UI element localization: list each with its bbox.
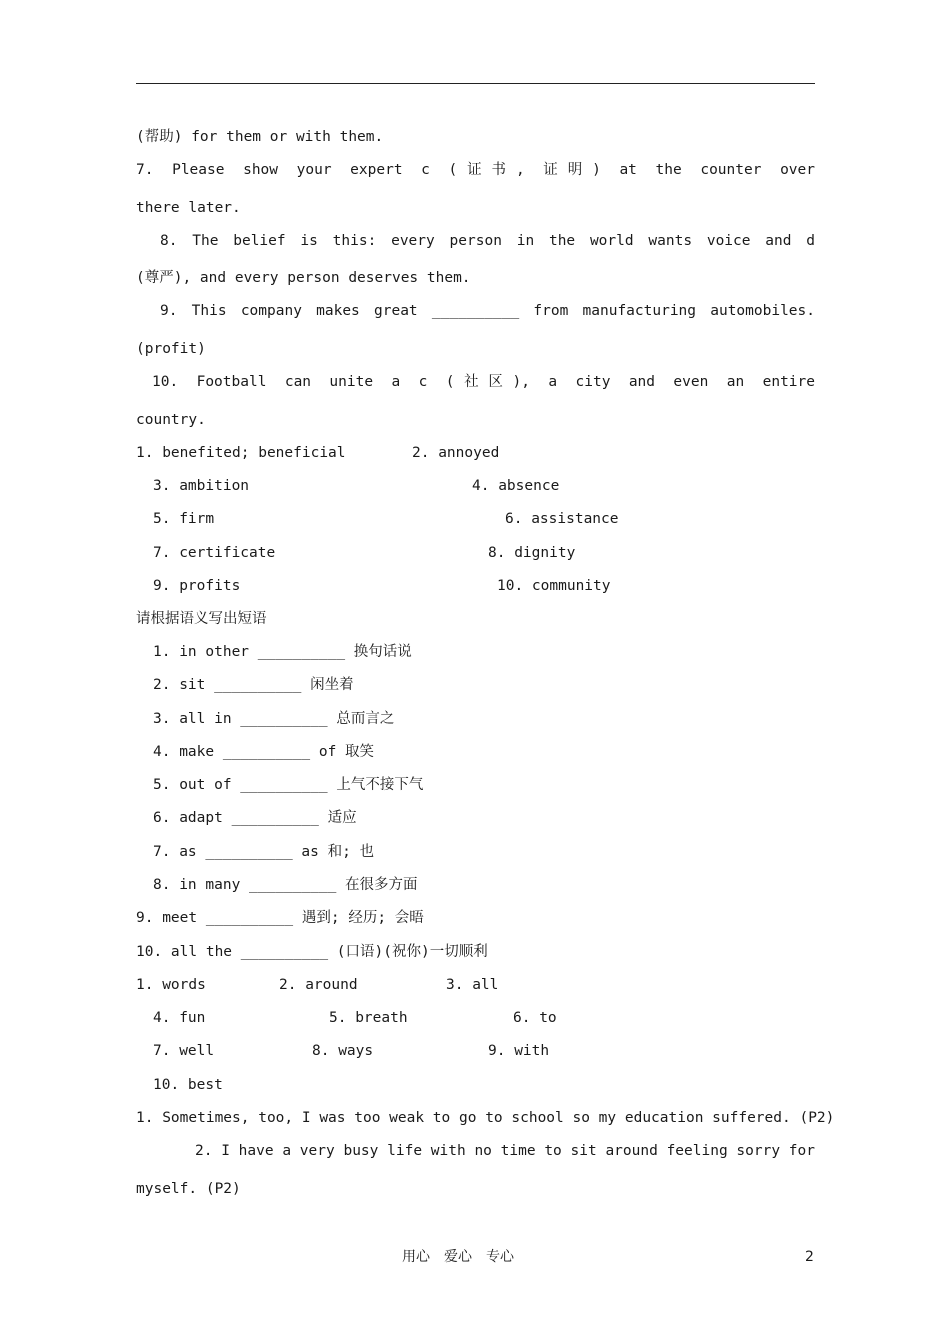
- q10-line1: 10. Football can unite a c (社区), a city and even an entire: [152, 374, 815, 390]
- answer-a-10: 10. community: [497, 578, 611, 594]
- answer-b-3: 3. all: [446, 977, 499, 993]
- phrase-item-4: 4. make __________ of 取笑: [153, 744, 375, 760]
- q7-line2: there later.: [136, 200, 241, 216]
- answer-a-6: 6. assistance: [505, 511, 619, 527]
- q8-line2: (尊严), and every person deserves them.: [136, 270, 471, 286]
- sentence-1: 1. Sometimes, too, I was too weak to go to school so my education suffered. (P2): [136, 1110, 835, 1126]
- answer-b-9: 9. with: [488, 1043, 550, 1059]
- phrase-item-3: 3. all in __________ 总而言之: [153, 711, 395, 727]
- answer-b-1: 1. words: [136, 977, 206, 993]
- answer-a-2: 2. annoyed: [412, 445, 500, 461]
- section-heading: 请根据语义写出短语: [136, 611, 267, 627]
- answer-b-2: 2. around: [279, 977, 358, 993]
- phrase-item-5: 5. out of __________ 上气不接下气: [153, 777, 424, 793]
- q8-line1: 8. The belief is this: every person in the world wants voice and d: [160, 233, 815, 249]
- answer-b-10: 10. best: [153, 1077, 223, 1093]
- q9-line1: 9. This company makes great __________ from manufacturing automobiles.: [160, 303, 815, 319]
- answer-a-9: 9. profits: [153, 578, 241, 594]
- answer-a-4: 4. absence: [472, 478, 560, 494]
- answer-a-8: 8. dignity: [488, 545, 576, 561]
- phrase-item-9: 9. meet __________ 遇到; 经历; 会晤: [136, 910, 424, 926]
- page-number: 2: [805, 1249, 814, 1265]
- phrase-item-2: 2. sit __________ 闲坐着: [153, 677, 354, 693]
- footer-motto: 用心 爱心 专心: [402, 1249, 514, 1265]
- q9-line2: (profit): [136, 341, 206, 357]
- answer-a-3: 3. ambition: [153, 478, 250, 494]
- phrase-item-8: 8. in many __________ 在很多方面: [153, 877, 418, 893]
- answer-a-1: 1. benefited; beneficial: [136, 445, 346, 461]
- phrase-item-6: 6. adapt __________ 适应: [153, 810, 357, 826]
- phrase-item-1: 1. in other __________ 换句话说: [153, 644, 412, 660]
- answer-b-6: 6. to: [513, 1010, 557, 1026]
- answer-b-7: 7. well: [153, 1043, 215, 1059]
- answer-b-4: 4. fun: [153, 1010, 206, 1026]
- sentence-2-line2: myself. (P2): [136, 1181, 241, 1197]
- header-rule: [136, 83, 815, 84]
- q7-line1: 7. Please show your expert c (证书, 证明) at the counter over: [136, 162, 815, 178]
- phrase-item-10: 10. all the __________ (口语)(祝你)一切顺利: [136, 944, 488, 960]
- q10-line2: country.: [136, 412, 206, 428]
- sentence-2-line1: 2. I have a very busy life with no time to sit around feeling sorry for: [195, 1143, 815, 1159]
- answer-b-8: 8. ways: [312, 1043, 374, 1059]
- q6-continuation: (帮助) for them or with them.: [136, 129, 384, 145]
- answer-a-7: 7. certificate: [153, 545, 276, 561]
- phrase-item-7: 7. as __________ as 和; 也: [153, 844, 375, 860]
- answer-a-5: 5. firm: [153, 511, 215, 527]
- answer-b-5: 5. breath: [329, 1010, 408, 1026]
